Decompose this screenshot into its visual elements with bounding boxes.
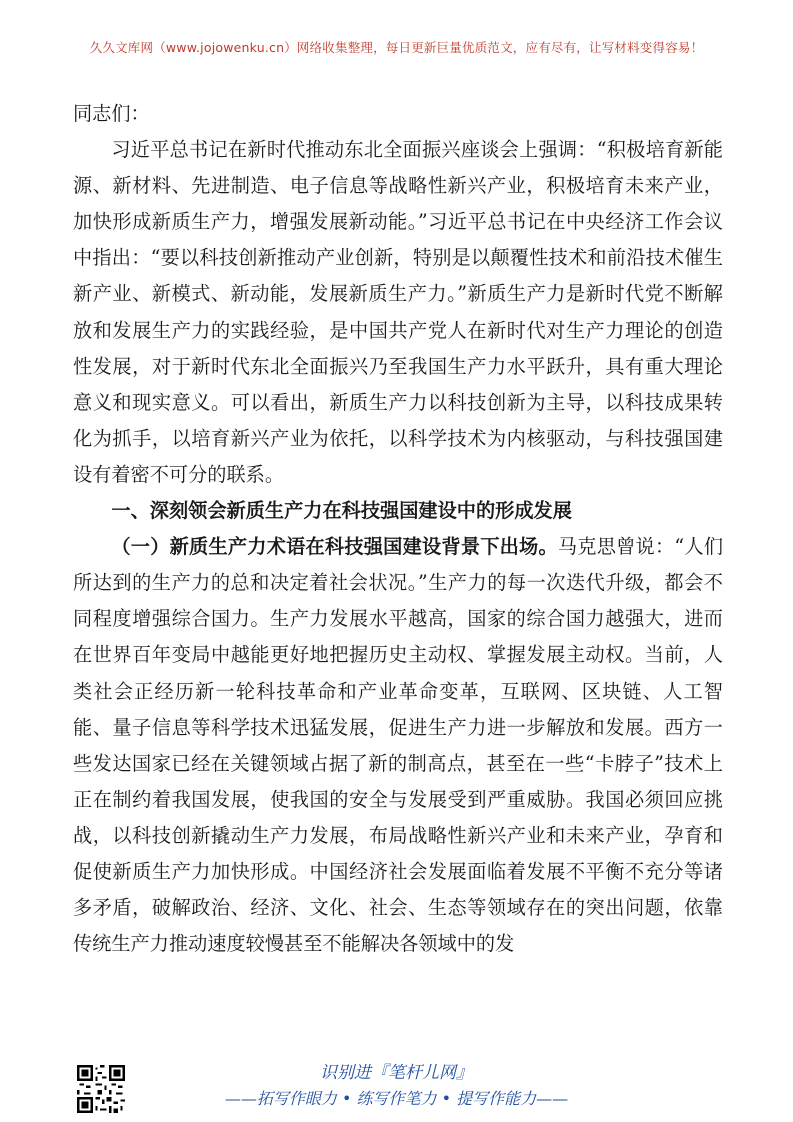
salutation: 同志们： (73, 102, 150, 125)
intro-paragraph: 习近平总书记在新时代推动东北全面振兴座谈会上强调：“积极培育新能源、新材料、先进制造、电子信息等战略性新兴产业，积极培育未来产业，加快形成新质生产力，增强发展新动能。”习近平总书记在中央经济工作会议中指出：“要以科技创新推动产业创新，特别是以颠覆性技术和前沿技术催生新产业、新模式、新动能，发展新质生产力。”新质生产力是新时代党不断解放和发展生产力的实践经验，是中国共产党人在新时代对生产力理论的创造性发展，对于新时代东北全面振兴乃至我国生产力水平跃升，具有重大理论意义和现实意义。可以看出，新质生产力以科技创新为主导，以科技成果转化为抓手，以培育新兴产业为依托，以科学技术为内核驱动，与科技强国建设有着密不可分的联系。 (73, 138, 723, 486)
header-banner: 久久文库网（www.jojowenku.cn）网络收集整理，每日更新巨量优质范文，应有尽有，让写材料变得容易！ (89, 40, 704, 55)
footer-title: 识别进『笔杆儿网』 (320, 1063, 473, 1083)
subsection-body: 马克思曾说：“人们所达到的生产力的总和决定着社会状况。”生产力的每一次迭代升级，都会不同程度增强综合国力。生产力发展水平越高，国家的综合国力越强大，进而在世界百年变局中越能更好地把握历史主动权、掌握发展主动权。当前，人类社会正经历新一轮科技革命和产业革命变革，互联网、区块链、人工智能、量子信息等科学技术迅猛发展，促进生产力进一步解放和发展。西方一些发达国家已经在关键领域占据了新的制高点，甚至在一些“卡脖子”技术上正在制约着我国发展，使我国的安全与发展受到严重威胁。我国必须回应挑战，以科技创新撬动生产力发展，布局战略性新兴产业和未来产业，孕育和促使新质生产力加快形成。中国经济社会发展面临着发展不平衡不充分等诸多矛盾，破解政治、经济、文化、社会、生态等领域存在的突出问题，依靠传统生产力推动速度较慢甚至不能解决各领域中的发 (73, 535, 724, 956)
subsection-lead: （一）新质生产力术语在科技强国建设背景下出场。 (111, 535, 558, 559)
section-heading: 一、深刻领会新质生产力在科技强国建设中的形成发展 (111, 499, 572, 523)
subsection-paragraph (73, 529, 723, 962)
footer-slogan: ——拓写作眼力 • 练写作笔力 • 提写作能力—— (224, 1089, 569, 1108)
document-body (73, 96, 723, 962)
